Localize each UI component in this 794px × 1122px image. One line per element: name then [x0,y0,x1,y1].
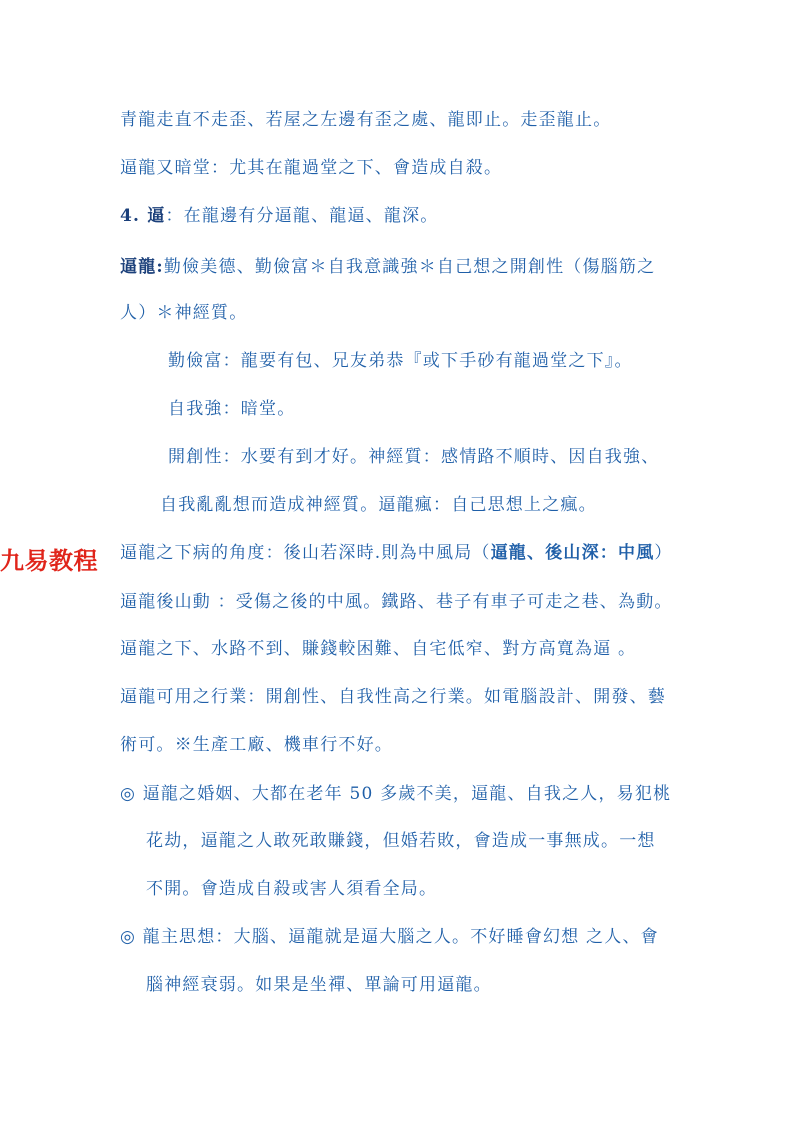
text-line-11: 逼龍後山動 ：受傷之後的中風。鐵路、巷子有車子可走之巷、為動。 [120,592,673,612]
text-line-16: 花劫，逼龍之人敢死敢賺錢，但婚若敗，會造成一事無成。一想 [146,831,656,851]
section-heading: 4. 逼 [120,206,166,226]
text-pre: 逼龍之下病的角度：後山若深時.則為中風局（ [120,543,491,563]
highlight-text: 逼龍、後山深：中風 [490,543,655,563]
text-line-4 [120,256,655,278]
text-line-8: 開創性：水要有到才好。神經質：感情路不順時、因自我強、 [168,447,660,467]
text-line-19: 腦神經衰弱。如果是坐禪、單論可用逼龍。 [146,975,492,995]
text-line-5: 人）＊神經質。 [120,303,248,323]
text-line-18: ◎ 龍主思想：大腦、逼龍就是逼大腦之人。不好睡會幻想 之人、會 [120,927,659,947]
watermark-logo: 九易教程 [0,547,98,575]
text-line-3 [120,205,438,227]
text-line-9: 自我亂亂想而造成神經質。逼龍瘋：自己思想上之瘋。 [160,495,597,515]
text-line-6: 勤儉富：龍要有包、兄友弟恭『或下手砂有龍過堂之下』。 [168,351,633,371]
term-heading: 逼龍: [120,257,164,277]
text-line-14: 術可。※生產工廠、機車行不好。 [120,735,393,755]
section-text: ：在龍邊有分逼龍、龍逼、龍深。 [165,206,439,226]
text-line-10 [120,542,673,564]
text-line-1: 青龍走直不走歪、若屋之左邊有歪之處、龍即止。走歪龍止。 [120,110,612,130]
text-line-15: ◎ 逼龍之婚姻、大都在老年 50 多歲不美，逼龍、自我之人，易犯桃 [120,784,672,804]
term-text: 勤儉美德、勤儉富＊自我意識強＊自己想之開創性（傷腦筋之 [163,257,656,277]
text-line-2: 逼龍又暗堂：尤其在龍過堂之下、會造成自殺。 [120,158,503,178]
text-post: ） [654,543,673,563]
text-line-7: 自我強：暗堂。 [168,399,296,419]
text-line-12: 逼龍之下、水路不到、賺錢較困難、自宅低窄、對方高寬為逼 。 [120,639,637,659]
text-line-13: 逼龍可用之行業：開創性、自我性高之行業。如電腦設計、開發、藝 [120,687,666,707]
text-line-17: 不開。會造成自殺或害人須看全局。 [146,879,438,899]
